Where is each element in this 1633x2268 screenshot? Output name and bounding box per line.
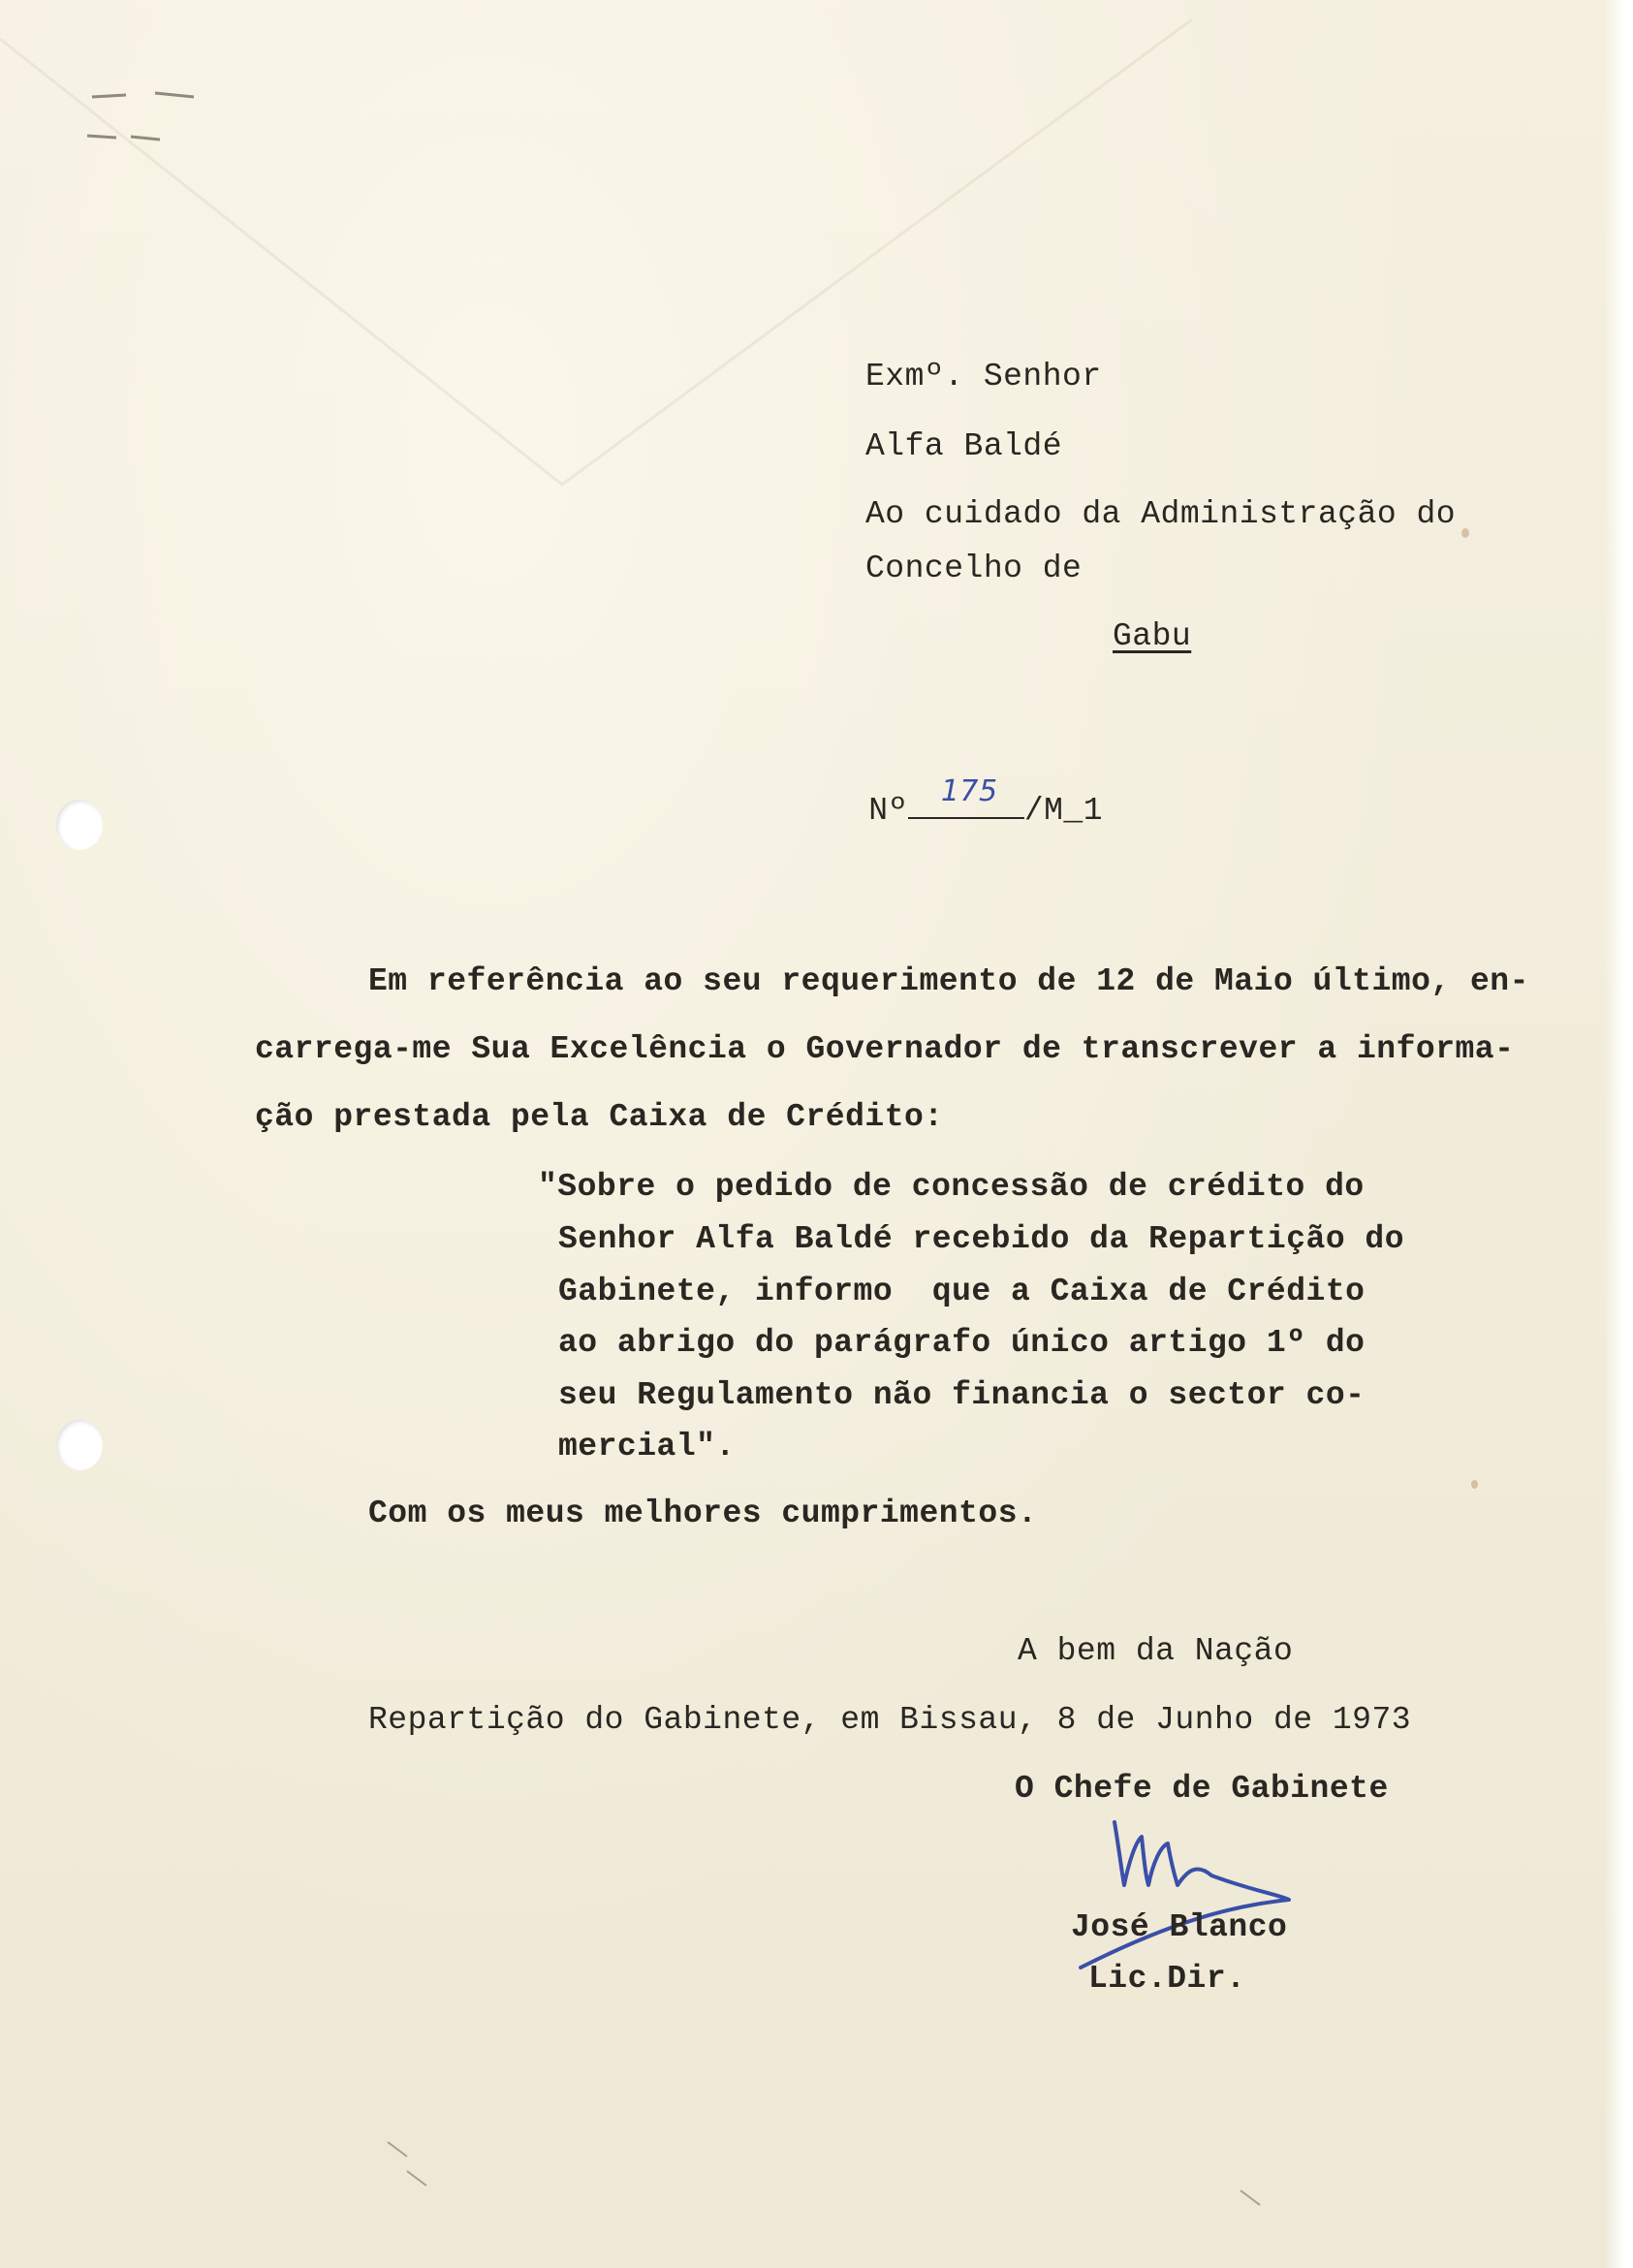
- quote-line-1: "Sobre o pedido de concessão de crédito do: [538, 1169, 1365, 1205]
- quote-line-3: Gabinete, informo que a Caixa de Crédito: [558, 1274, 1366, 1309]
- place-date: Repartição do Gabinete, em Bissau, 8 de Junho de 1973: [368, 1702, 1412, 1738]
- motto: A bem da Nação: [1018, 1633, 1294, 1669]
- addressee-care-of: Ao cuidado da Administração do: [865, 496, 1457, 532]
- reference-line: [790, 756, 1103, 865]
- reference-number: 175: [940, 774, 998, 808]
- stain: [1471, 1480, 1478, 1489]
- body-line-3: ção prestada pela Caixa de Crédito:: [255, 1099, 944, 1135]
- addressee-council: Concelho de: [865, 551, 1083, 586]
- reference-blank: [908, 774, 1024, 819]
- addressee-place: Gabu: [1113, 618, 1192, 654]
- punch-hole-top: [56, 800, 103, 850]
- quote-line-5: seu Regulamento não financia o sector co-: [558, 1377, 1366, 1413]
- paper-edge: [1604, 0, 1633, 2268]
- addressee-salutation: Exmº. Senhor: [865, 359, 1102, 394]
- body-line-2: carrega-me Sua Excelência o Governador de transcrever a informa-: [255, 1031, 1515, 1067]
- reference-suffix: /M_1: [1023, 793, 1104, 829]
- signer-name: José Blanco: [1071, 1909, 1288, 1945]
- signer-credential: Lic.Dir.: [1088, 1961, 1246, 1997]
- reference-prefix: Nº: [868, 793, 908, 829]
- quote-line-4: ao abrigo do parágrafo único artigo 1º do: [558, 1325, 1366, 1361]
- punch-hole-bottom: [56, 1420, 103, 1470]
- quote-line-6: mercial".: [558, 1429, 736, 1465]
- closing-line: Com os meus melhores cumprimentos.: [368, 1496, 1038, 1531]
- body-line-1: Em referência ao seu requerimento de 12 de Maio último, en-: [368, 963, 1529, 999]
- stain: [1461, 528, 1469, 538]
- quote-line-2: Senhor Alfa Baldé recebido da Repartição do: [558, 1221, 1405, 1257]
- signer-title: O Chefe de Gabinete: [1015, 1771, 1389, 1807]
- addressee-name: Alfa Baldé: [865, 428, 1063, 464]
